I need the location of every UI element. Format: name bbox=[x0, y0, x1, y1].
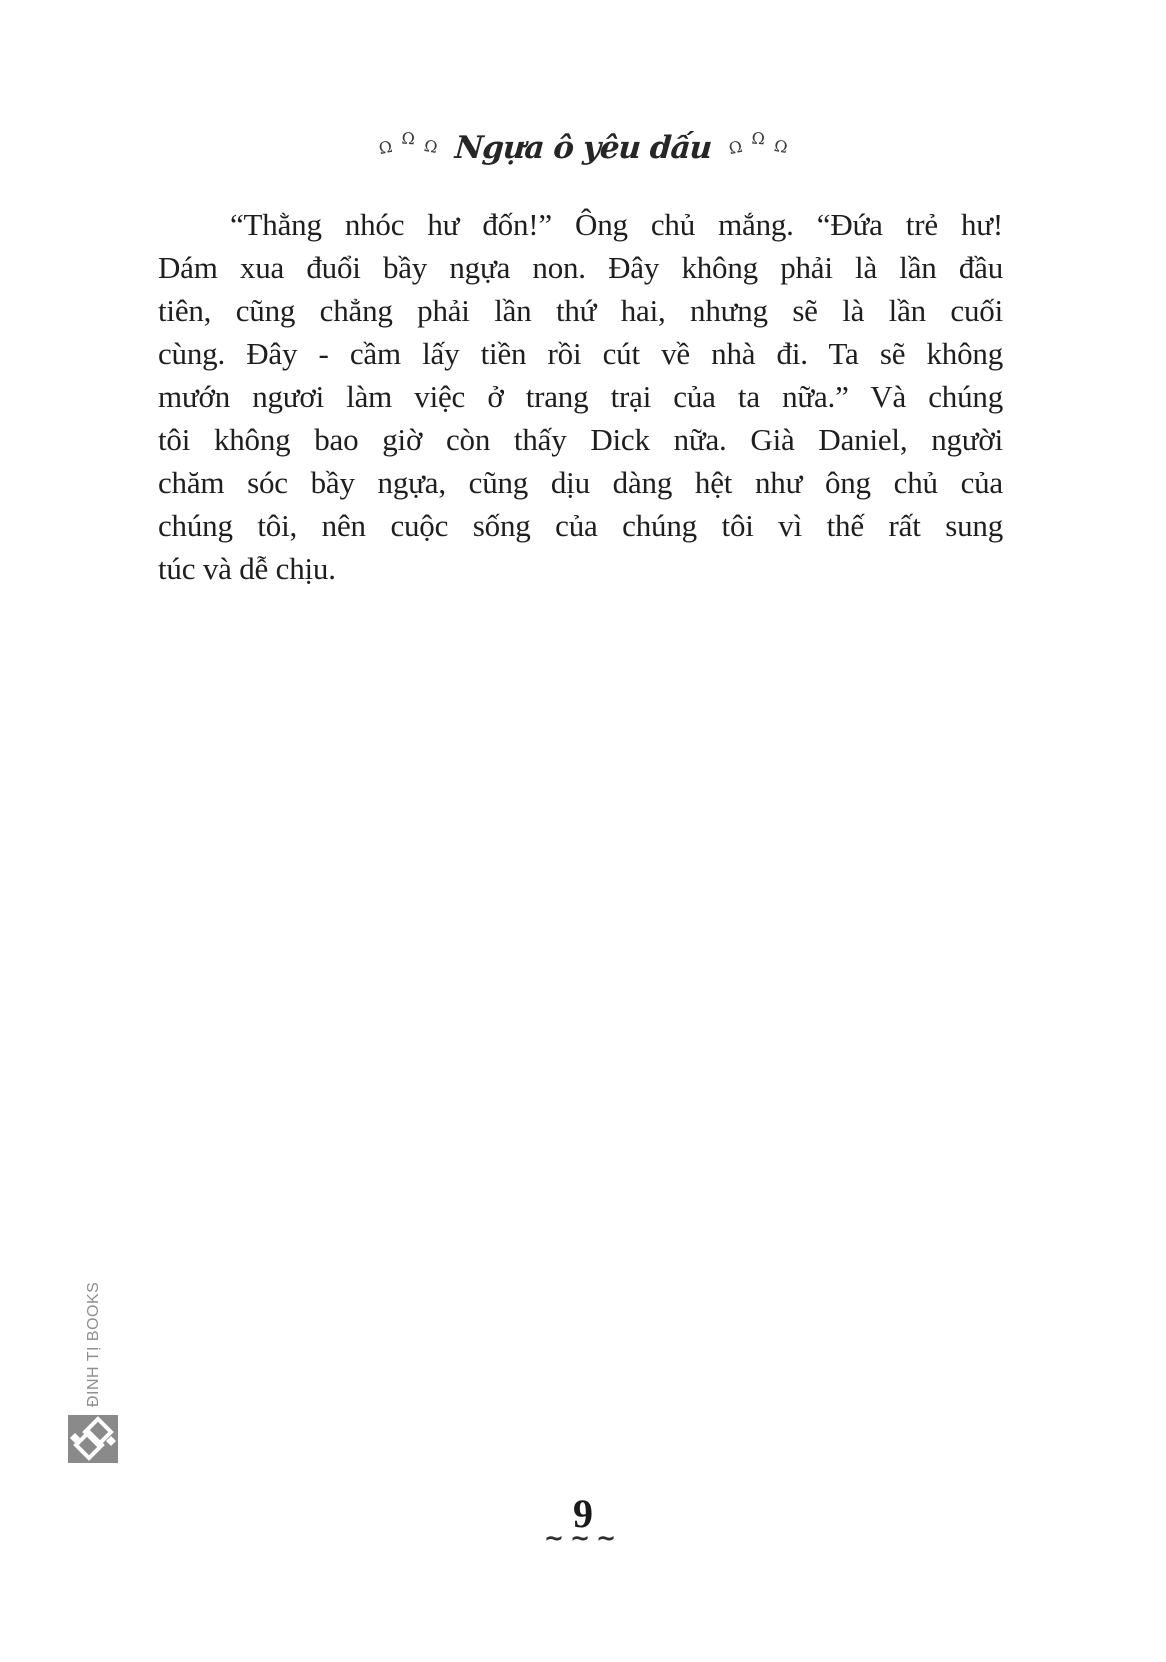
text-line: tiên, cũng chẳng phải lần thứ hai, nhưng sẽ là lần cuối bbox=[158, 293, 1003, 328]
page-number: 9 bbox=[573, 1491, 593, 1536]
body-text bbox=[158, 203, 1003, 590]
horseshoe-ornaments-right bbox=[727, 128, 789, 159]
page-footer bbox=[0, 1491, 1166, 1552]
text-line: mướn ngươi làm việc ở trang trại của ta nữa.” Và chúng bbox=[158, 379, 1003, 414]
horseshoe-icon: Ω bbox=[751, 128, 766, 149]
text-line: túc và dễ chịu. bbox=[158, 551, 336, 586]
text-line: “Thằng nhóc hư đốn!” Ông chủ mắng. “Đứa trẻ hư! bbox=[230, 207, 1003, 242]
text-line: Dám xua đuổi bầy ngựa non. Đây không phải là lần đầu bbox=[158, 250, 1003, 285]
horseshoe-ornaments-left bbox=[377, 128, 439, 159]
text-line: chăm sóc bầy ngựa, cũng dịu dàng hệt như ông chủ của bbox=[158, 465, 1003, 500]
text-line: cùng. Đây - cầm lấy tiền rồi cút về nhà đi. Ta sẽ không bbox=[158, 336, 1003, 371]
horseshoe-icon: Ω bbox=[377, 136, 395, 159]
text-line: chúng tôi, nên cuộc sống của chúng tôi vì thế rất sung bbox=[158, 508, 1003, 543]
book-title: Ngựa ô yêu dấu bbox=[453, 130, 713, 166]
dinh-ti-logo-icon bbox=[68, 1415, 118, 1463]
publisher-name-vertical: ĐINH TỊ BOOKS bbox=[85, 1281, 102, 1407]
horseshoe-icon: Ω bbox=[772, 136, 789, 158]
horseshoe-icon: Ω bbox=[401, 128, 416, 149]
horseshoe-icon: Ω bbox=[727, 136, 745, 159]
running-header bbox=[0, 122, 1166, 174]
text-line: tôi không bao giờ còn thấy Dick nữa. Già Daniel, người bbox=[158, 422, 1003, 457]
tilde-ornament: ~~~ bbox=[543, 1524, 623, 1552]
horseshoe-icon: Ω bbox=[422, 136, 439, 158]
